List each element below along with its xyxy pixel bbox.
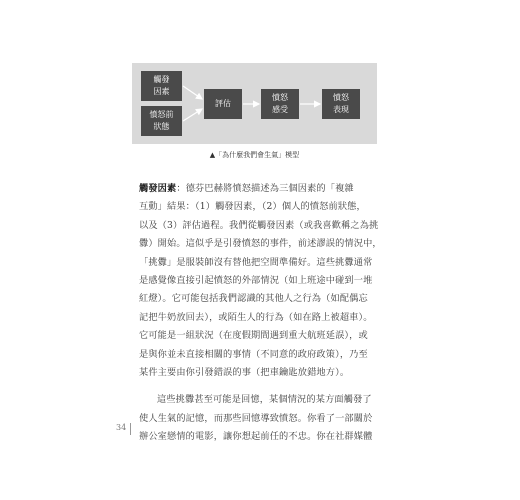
footer-divider [130, 423, 131, 435]
anger-model-diagram [132, 63, 377, 144]
paragraph-line: 釁）開始。這似乎是引發憤怒的事件，前述謬誤的情況中， [139, 238, 382, 250]
appraisal-box: 評估 [204, 89, 242, 119]
body-text [139, 180, 387, 446]
paragraph-line: 是感覺像直接引起憤怒的外部情況（如上班途中碰到一堆 [139, 274, 373, 286]
anger-feeling-box: 憤怒 感受 [261, 89, 299, 119]
page-number: 34 [116, 423, 127, 432]
arrow-preanger-to-appraisal [183, 109, 202, 121]
paragraph-line: 它可能是一組狀況（在度假期間遇到重大航班延誤），或 [139, 330, 368, 342]
paragraph-line: 互動」結果：（1）觸發因素，（2）個人的憤怒前狀態， [139, 201, 366, 213]
paragraph-1-line-1: 觸發因素：德芬巴赫將憤怒描述為三個因素的「複雜 [139, 183, 354, 194]
preanger-state-box: 憤怒前 狀態 [141, 106, 182, 136]
paragraph-line: 某件主要由你引發錯誤的事（把車鑰匙放錯地方）。 [139, 366, 350, 378]
paragraph-2-line: 這些挑釁甚至可能是回憶，某個情況的某方面觸發了 [157, 394, 372, 406]
anger-expression-box: 憤怒 表現 [322, 89, 360, 119]
arrow-trigger-to-appraisal [183, 86, 202, 99]
figure-caption: ▲「為什麼我們會生氣」模型 [209, 151, 300, 159]
trigger-box: 觸發 因素 [141, 71, 182, 101]
paragraph-line: 「挑釁」是服裝師沒有替他把空間準備好。這些挑釁通常 [139, 256, 373, 268]
term-trigger: 觸發因素 [139, 183, 177, 194]
paragraph-2-line: 辦公室戀情的電影，讓你想起前任的不忠。你在社群媒體 [139, 431, 373, 443]
paragraph-line: 紅燈）。它可能包括我們認識的其他人之行為（如配偶忘 [139, 293, 368, 305]
paragraph-line: 記把牛奶放回去），或陌生人的行為（如在路上被超車）。 [139, 311, 373, 323]
paragraph-line: 以及（3）評估過程。我們從觸發因素（或我喜歡稱之為挑 [139, 219, 379, 231]
paragraph-gap [139, 382, 387, 391]
paragraph-line: 是與你並未直接相關的事情（不同意的政府政策），乃至 [139, 348, 368, 360]
paragraph-2-line: 使人生氣的記憶，而那些回憶導致憤怒。你看了一部關於 [139, 412, 373, 424]
